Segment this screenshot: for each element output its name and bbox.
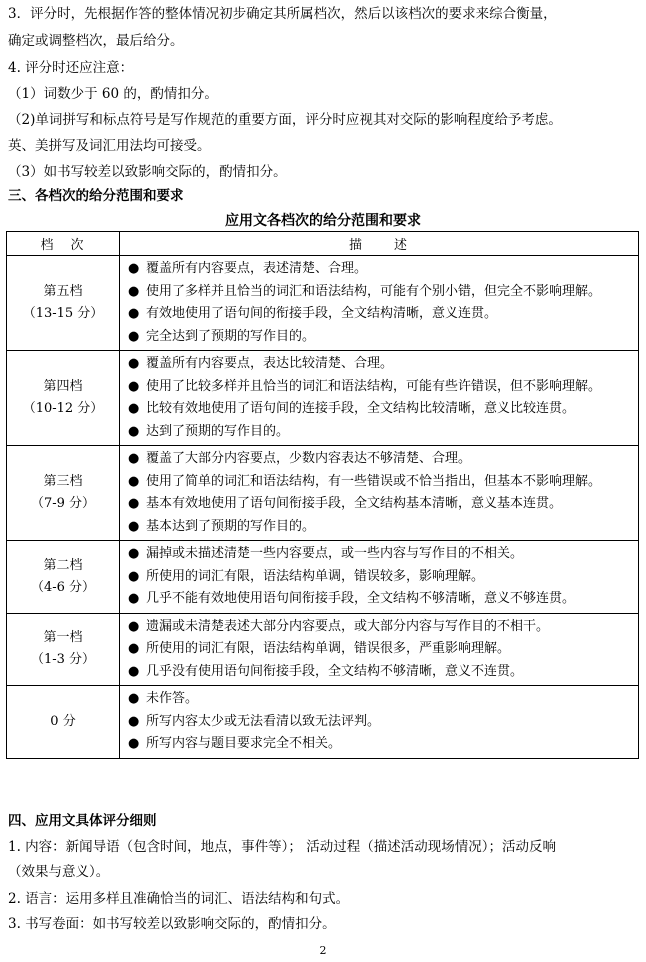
scoring-note-4-3: （3）如书写较差以致影响交际的，酌情扣分。: [8, 164, 287, 180]
grade-level-cell: [7, 351, 120, 446]
scoring-note-4-2-line-2: 英、美拼写及词汇用法均可接受。: [8, 138, 211, 154]
criterion-item: ● 使用了比较多样并且恰当的词汇和语法结构，可能有些许错误，但不影响理解。: [128, 376, 632, 399]
bullet-icon: ●: [128, 568, 140, 584]
criterion-item: ● 所使用的词汇有限，语法结构单调，错误较多，影响理解。: [128, 566, 632, 589]
grade-description-cell: [120, 686, 639, 759]
table-title: 应用文各档次的给分范围和要求: [225, 213, 421, 229]
detail-language: 2. 语言：运用多样且准确恰当的词汇、语法结构和句式。: [8, 891, 350, 907]
criterion-item: ● 未作答。: [128, 688, 632, 711]
scoring-note-4-2-line-1: （2)单词拼写和标点符号是写作规范的重要方面，评分时应视其对交际的影响程度给予考虑。: [8, 112, 562, 128]
grade-row-1: [7, 613, 639, 686]
grade-level-cell: [7, 256, 120, 351]
grade-range: （7-9 分）: [30, 496, 96, 511]
bullet-icon: ●: [128, 618, 140, 634]
section-4-heading: 四、应用文具体评分细则: [8, 813, 157, 829]
bullet-icon: ●: [128, 496, 140, 511]
bullet-icon: ●: [128, 713, 140, 729]
bullet-icon: ●: [128, 546, 140, 561]
grade-description-cell: [120, 256, 639, 351]
scoring-note-4: 4. 评分时还应注意：: [8, 60, 134, 76]
bullet-icon: ●: [128, 401, 140, 416]
grading-table: [6, 231, 639, 759]
bullet-icon: ●: [128, 356, 140, 371]
grade-description-cell: [120, 351, 639, 446]
criterion-item: ● 所写内容太少或无法看清以致无法评判。: [128, 711, 632, 734]
criterion-item: ● 覆盖所有内容要点，表达比较清楚、合理。: [128, 353, 632, 376]
criterion-item: ● 所使用的词汇有限，语法结构单调，错误很多，严重影响理解。: [128, 638, 632, 661]
grade-row-4: [7, 351, 639, 446]
grade-range: （10-12 分）: [22, 401, 104, 416]
scoring-note-4-1: （1）词数少于 60 的，酌情扣分。: [8, 86, 218, 102]
bullet-icon: ●: [128, 473, 140, 489]
scoring-note-3-line-2: 确定或调整档次，最后给分。: [8, 33, 184, 49]
criterion-item: ● 比较有效地使用了语句间的连接手段，全文结构比较清晰，意义比较连贯。: [128, 398, 632, 421]
grade-name: 第一档: [43, 630, 83, 646]
header-level: 档 次: [7, 232, 120, 256]
detail-content-line-1: 1. 内容：新闻导语（包含时间，地点，事件等）； 活动过程（描述活动现场情况）；活动反响: [8, 839, 556, 855]
grade-description-cell: [120, 446, 639, 541]
criterion-item: ● 达到了预期的写作目的。: [128, 421, 632, 444]
bullet-icon: ●: [128, 691, 140, 706]
criterion-item: ● 几乎没有使用语句间衔接手段，全文结构不够清晰，意义不连贯。: [128, 661, 632, 684]
grade-range: （13-15 分）: [22, 306, 104, 321]
page-number: 2: [319, 944, 327, 957]
grade-description-cell: [120, 613, 639, 686]
criterion-item: ● 几乎不能有效地使用语句间衔接手段，全文结构不够清晰，意义不够连贯。: [128, 588, 632, 611]
criterion-item: ● 有效地使用了语句间的衔接手段，全文结构清晰，意义连贯。: [128, 303, 632, 326]
bullet-icon: ●: [128, 518, 140, 534]
detail-handwriting: 3. 书写卷面：如书写较差以致影响交际的，酌情扣分。: [8, 916, 336, 932]
grade-name: 第三档: [43, 474, 83, 489]
section-3-heading: 三、各档次的给分范围和要求: [8, 188, 184, 204]
criterion-item: ● 基本达到了预期的写作目的。: [128, 516, 632, 539]
grade-range: （4-6 分）: [30, 579, 96, 595]
bullet-icon: ●: [128, 328, 140, 344]
table-header-row: [7, 232, 639, 256]
criterion-item: ● 遗漏或未清楚表述大部分内容要点，或大部分内容与写作目的不相干。: [128, 616, 632, 639]
grade-level-cell: [7, 613, 120, 686]
bullet-icon: ●: [128, 423, 140, 439]
grade-level-cell: [7, 446, 120, 541]
bullet-icon: ●: [128, 591, 140, 606]
criterion-item: ● 所写内容与题目要求完全不相关。: [128, 733, 632, 756]
grade-name: 第四档: [43, 379, 83, 394]
criterion-item: ● 使用了简单的词汇和语法结构，有一些错误或不恰当指出，但基本不影响理解。: [128, 471, 632, 494]
bullet-icon: ●: [128, 451, 140, 466]
bullet-icon: ●: [128, 378, 140, 394]
criterion-item: ● 使用了多样并且恰当的词汇和语法结构，可能有个别小错，但完全不影响理解。: [128, 281, 632, 304]
criterion-item: ● 完全达到了预期的写作目的。: [128, 326, 632, 349]
criterion-item: ● 覆盖所有内容要点，表述清楚、合理。: [128, 258, 632, 281]
criterion-item: ● 基本有效地使用了语句间衔接手段，全文结构基本清晰，意义基本连贯。: [128, 493, 632, 516]
grade-row-2: [7, 541, 639, 614]
bullet-icon: ●: [128, 736, 140, 751]
grade-name: 第五档: [43, 284, 83, 299]
scoring-note-3-line-1: 3．评分时，先根据作答的整体情况初步确定其所属档次，然后以该档次的要求来综合衡量，: [8, 6, 557, 22]
grade-name: 0 分: [50, 713, 76, 729]
header-description: 描 述: [120, 232, 639, 256]
grade-level-cell: [7, 686, 120, 759]
detail-content-line-2: （效果与意义）。: [8, 864, 110, 880]
grade-description-cell: [120, 541, 639, 614]
grade-row-0: [7, 686, 639, 759]
bullet-icon: ●: [128, 261, 140, 276]
grade-range: （1-3 分）: [30, 652, 96, 668]
grade-name: 第二档: [43, 557, 83, 573]
grade-row-3: [7, 446, 639, 541]
bullet-icon: ●: [128, 663, 140, 679]
grade-level-cell: [7, 541, 120, 614]
bullet-icon: ●: [128, 283, 140, 299]
grade-row-5: [7, 256, 639, 351]
criterion-item: ● 漏掉或未描述清楚一些内容要点，或一些内容与写作目的不相关。: [128, 543, 632, 566]
bullet-icon: ●: [128, 306, 140, 321]
criterion-item: ● 覆盖了大部分内容要点，少数内容表达不够清楚、合理。: [128, 448, 632, 471]
bullet-icon: ●: [128, 641, 140, 656]
